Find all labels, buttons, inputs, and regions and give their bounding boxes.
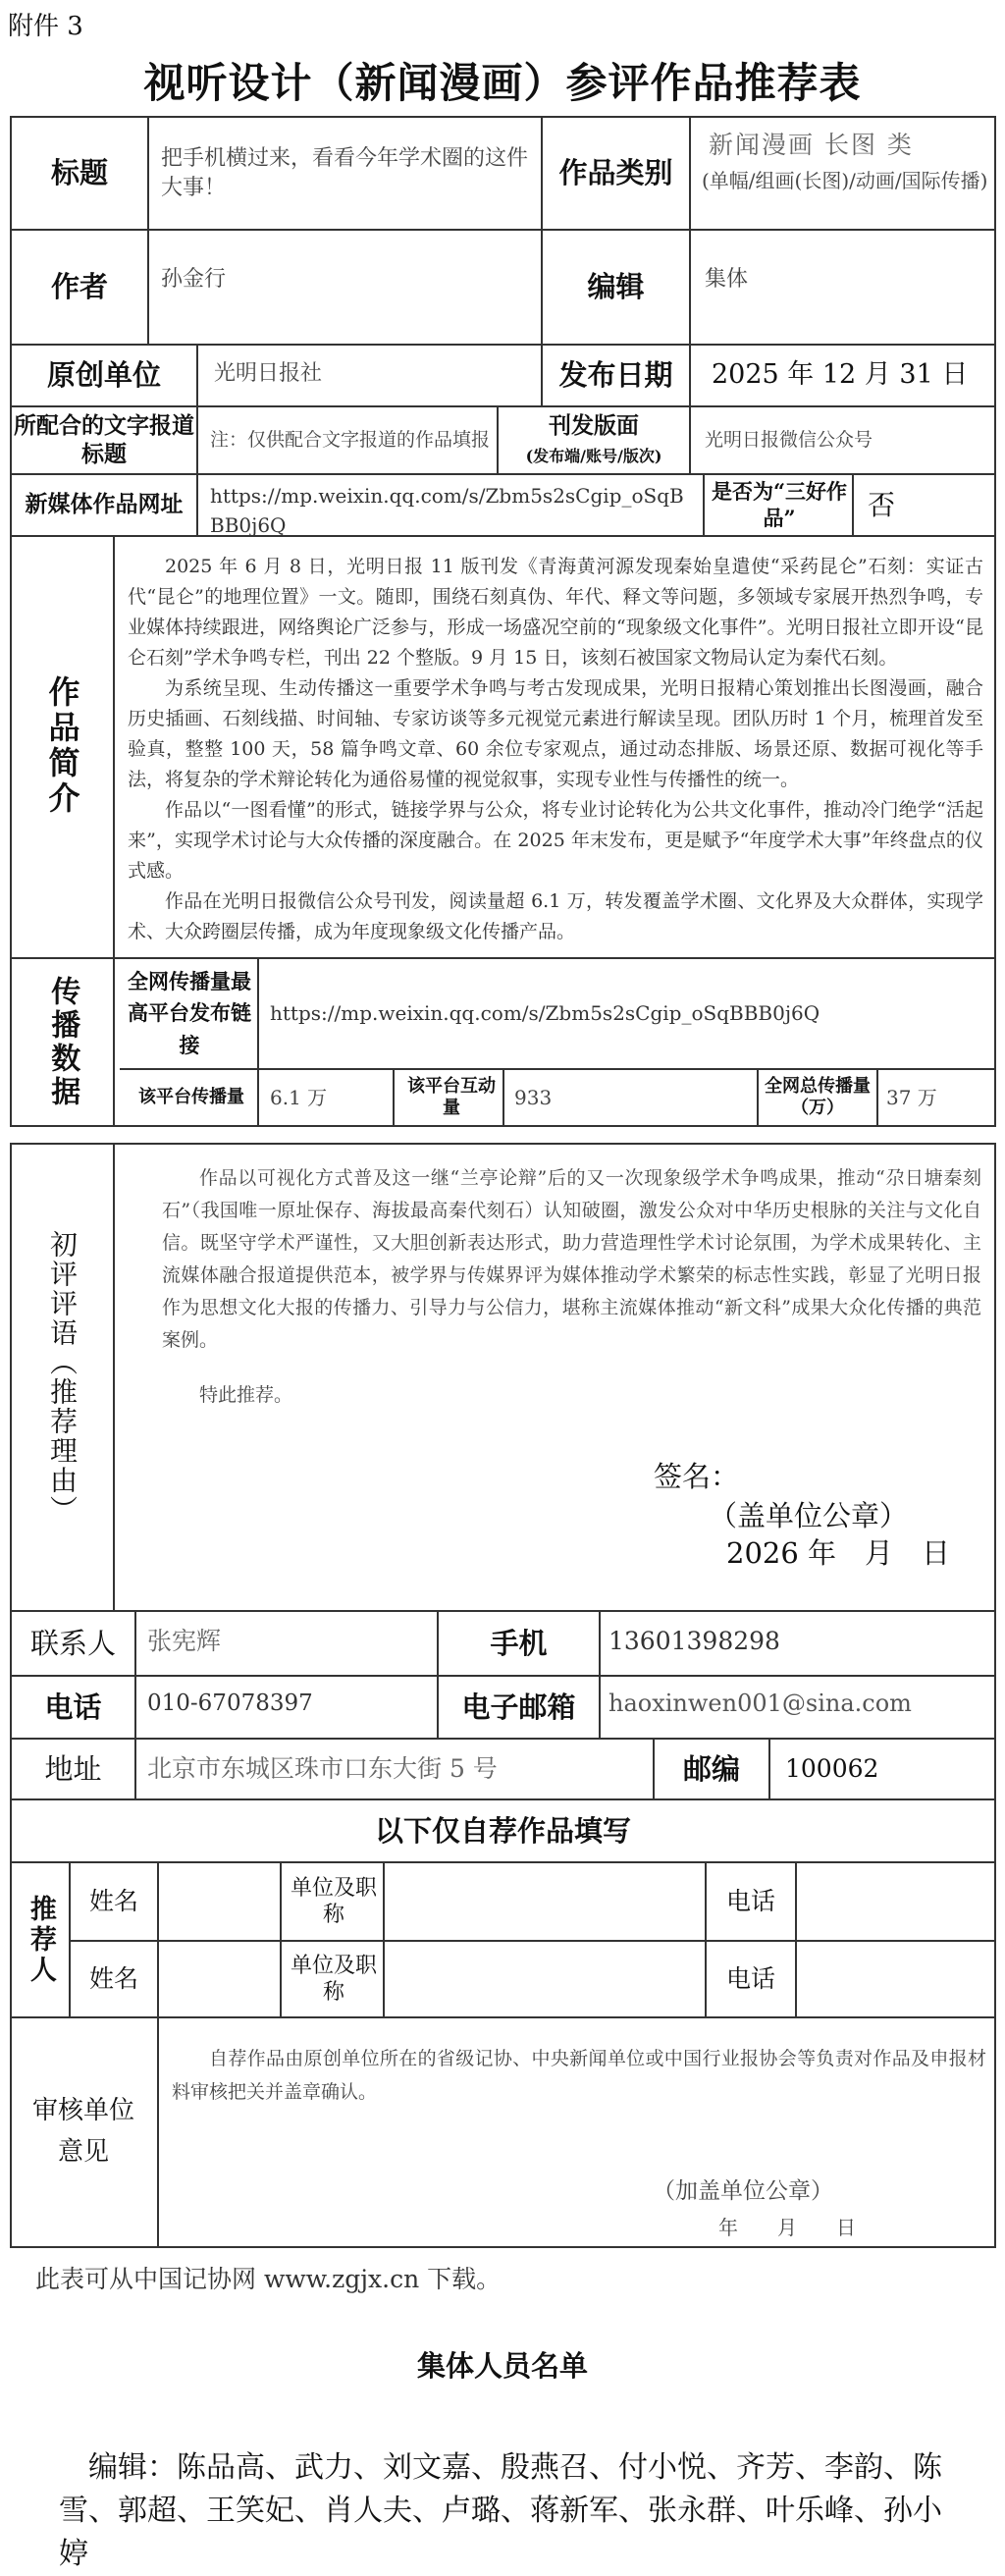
phone-label: 电话 [44, 1690, 102, 1724]
address-label: 地址 [44, 1751, 102, 1786]
platform-interact-value: 933 [514, 1085, 553, 1109]
phone-label-1: 电话 [725, 1887, 775, 1916]
layout-sub: (发布端/账号/版次) [525, 447, 662, 465]
category-line: 新闻漫画 长图 类 [709, 131, 914, 159]
editor-label: 编辑 [587, 270, 645, 304]
contact-person-label: 联系人 [29, 1626, 116, 1660]
unit-value: 光明日报社 [214, 361, 323, 387]
reason-recommend: 特此推荐。 [199, 1384, 293, 1406]
email-value[interactable]: haoxinwen001@sina.com [608, 1690, 912, 1718]
email-label: 电子邮箱 [461, 1690, 576, 1724]
unit-title-field-1[interactable] [385, 1863, 705, 1940]
category-label: 作品类别 [558, 156, 673, 190]
name-field-1[interactable] [159, 1863, 280, 1940]
date-value: 2025 年 12 月 31 日 [712, 359, 969, 391]
work-title: 把手机横过来，看看今年学术圈的这件大事！ [161, 145, 529, 200]
url-label: 新媒体作品网址 [25, 491, 184, 518]
contact-person-value: 张宪辉 [147, 1627, 222, 1656]
spread-label: 传播数据 [45, 976, 80, 1109]
three-good-label: 是否为“三好作品” [711, 479, 848, 530]
spread-link[interactable]: https://mp.weixin.qq.com/s/Zbm5s2sCgip_oSqBBB0j6Q [270, 1000, 820, 1025]
unit-title-label-1: 单位及职称 [290, 1875, 377, 1927]
intro-paragraph: 作品在光明日报微信公众号刊发，阅读量超 6.1 万，转发覆盖学术圈、文化界及大众群体，实现学术、大众跨圈层传播，成为年度现象级文化传播产品。 [128, 890, 983, 942]
intro-paragraph: 2025 年 6 月 8 日，光明日报 11 版刊发《青海黄河源发现秦始皇遣使“采药昆仑”石刻：实证古代“昆仑”的地理位置》一文。随即，围绕石刻真伪、年代、释文等问题，多领域专家展开热烈争鸣，专业媒体持续跟进，网络舆论广泛参与，形成一场盛况空前的“现象级文化事件”。光明日报社立即开设“昆仑石刻”学术争鸣专栏，刊出 22 个整版。9 月 15 日，该刻石被国家文物局认定为秦代石刻。 [128, 556, 983, 669]
unit-label: 原创单位 [46, 358, 161, 393]
self-recommend-heading: 以下仅自荐作品填写 [374, 1813, 631, 1848]
spread-link-label: 全网传播量最高平台发布链接 [128, 968, 251, 1057]
team-title: 集体人员名单 [416, 2349, 588, 2383]
team-list: 编辑：陈品高、武力、刘文嘉、殷燕召、付小悦、齐芳、李韵、陈雪、郭超、王笑妃、肖人夫、卢璐、蒋新军、张永群、叶乐峰、孙小婷 [59, 2450, 942, 2571]
zip-value: 100062 [785, 1754, 879, 1784]
intro-paragraph: 为系统呈现、生动传播这一重要学术争鸣与考古发现成果，光明日报精心策划推出长图漫画，融合历史插画、石刻线描、时间轴、专家访谈等多元视觉元素进行解读呈现。团队历时 1 个月，梳理首发至验真，整整 100 天，58 篇争鸣文章、60 余位专家观点，通过动态排版、场景还原、数据可视化等手法，将复杂的学术辩论转化为通俗易懂的视觉叙事，实现专业性与传播性的统一。 [128, 677, 983, 790]
recommender-label: 推荐人 [25, 1894, 56, 1986]
total-spread-label: 全网总传播量（万） [765, 1075, 871, 1118]
unit-title-field-2[interactable] [385, 1942, 705, 2016]
review-label: 审核单位意见 [31, 2096, 134, 2167]
platform-interact-label: 该平台互动量 [407, 1075, 496, 1118]
three-good-value: 否 [868, 488, 896, 521]
reason-sign: 签名： [654, 1460, 740, 1493]
zip-label: 邮编 [682, 1751, 740, 1786]
review-text: 自荐作品由原创单位所在的省级记协、中央新闻单位或中国行业报协会等负责对作品及申报材料审核把关并盖章确认。 [172, 2048, 986, 2103]
review-date: 年 月 日 [718, 2216, 856, 2239]
category-hint: (单幅/组画(长图)/动画/国际传播) [702, 169, 988, 192]
platform-spread-label: 该平台传播量 [138, 1086, 244, 1107]
attachment-label: 附件 3 [8, 12, 83, 41]
mobile-value: 13601398298 [608, 1627, 780, 1656]
unit-title-label-2: 单位及职称 [290, 1953, 377, 2005]
reason-text: 作品以可视化方式普及这一继“兰亭论辩”后的又一次现象级学术争鸣成果，推动“尕日塘秦刻石”（我国唯一原址保存、海拔最高秦代刻石）认知破圈，激发公众对中华历史根脉的关注与文化自信。既坚守学术严谨性，又大胆创新表达形式，助力营造理性学术讨论氛围，为学术成果转化、主流媒体融合报道提供范本，被学界与传媒界评为媒体推动学术繁荣的标志性实践，彰显了光明日报作为思想文化大报的传播力、引导力与公信力，堪称主流媒体推动“新文科”成果大众化传播的典范案例。 [162, 1167, 981, 1351]
form-title: 视听设计（新闻漫画）参评作品推荐表 [143, 59, 862, 107]
name-label-2: 姓名 [88, 1964, 138, 1994]
name-field-2[interactable] [159, 1942, 280, 2016]
reason-stamp: （盖单位公章） [709, 1499, 909, 1532]
address-value: 北京市东城区珠市口东大街 5 号 [147, 1754, 498, 1784]
reason-label: 初评评语（推荐理由） [46, 1230, 79, 1525]
author-value: 孙金行 [161, 267, 227, 293]
mobile-label: 手机 [490, 1626, 548, 1660]
phone-field-2[interactable] [797, 1942, 993, 2016]
platform-spread-value: 6.1 万 [270, 1085, 328, 1109]
review-stamp: （加盖单位公章） [653, 2178, 833, 2204]
name-label-1: 姓名 [88, 1887, 138, 1916]
download-note: 此表可从中国记协网 www.zgjx.cn 下载。 [35, 2265, 502, 2293]
layout-value: 光明日报微信公众号 [705, 428, 873, 451]
work-url[interactable]: https://mp.weixin.qq.com/s/Zbm5s2sCgip_oSqBBB0j6Q [210, 484, 684, 537]
editor-value: 集体 [705, 267, 749, 293]
intro-paragraph: 作品以“一图看懂”的形式，链接学界与公众，将专业讨论转化为公共文化事件，推动冷门绝学“活起来”，实现学术讨论与大众传播的深度融合。在 2025 年末发布，更是赋予“年度学术大事”年终盘点的仪式感。 [128, 799, 983, 882]
phone-label-2: 电话 [725, 1964, 775, 1994]
coop-title-label: 所配合的文字报道标题 [14, 411, 194, 467]
phone-field-1[interactable] [797, 1863, 993, 1940]
coop-title-value: 注：仅供配合文字报道的作品填报 [210, 428, 491, 451]
intro-label: 作品简介 [43, 675, 81, 817]
phone-value: 010-67078397 [147, 1690, 313, 1716]
date-label: 发布日期 [558, 358, 673, 393]
layout-label: 刊发版面 [549, 411, 639, 439]
author-label: 作者 [50, 270, 108, 304]
reason-date: 2026 年 月 日 [726, 1536, 951, 1570]
total-spread-value: 37 万 [886, 1085, 937, 1109]
intro-body [128, 552, 983, 947]
title-label: 标题 [50, 156, 108, 190]
